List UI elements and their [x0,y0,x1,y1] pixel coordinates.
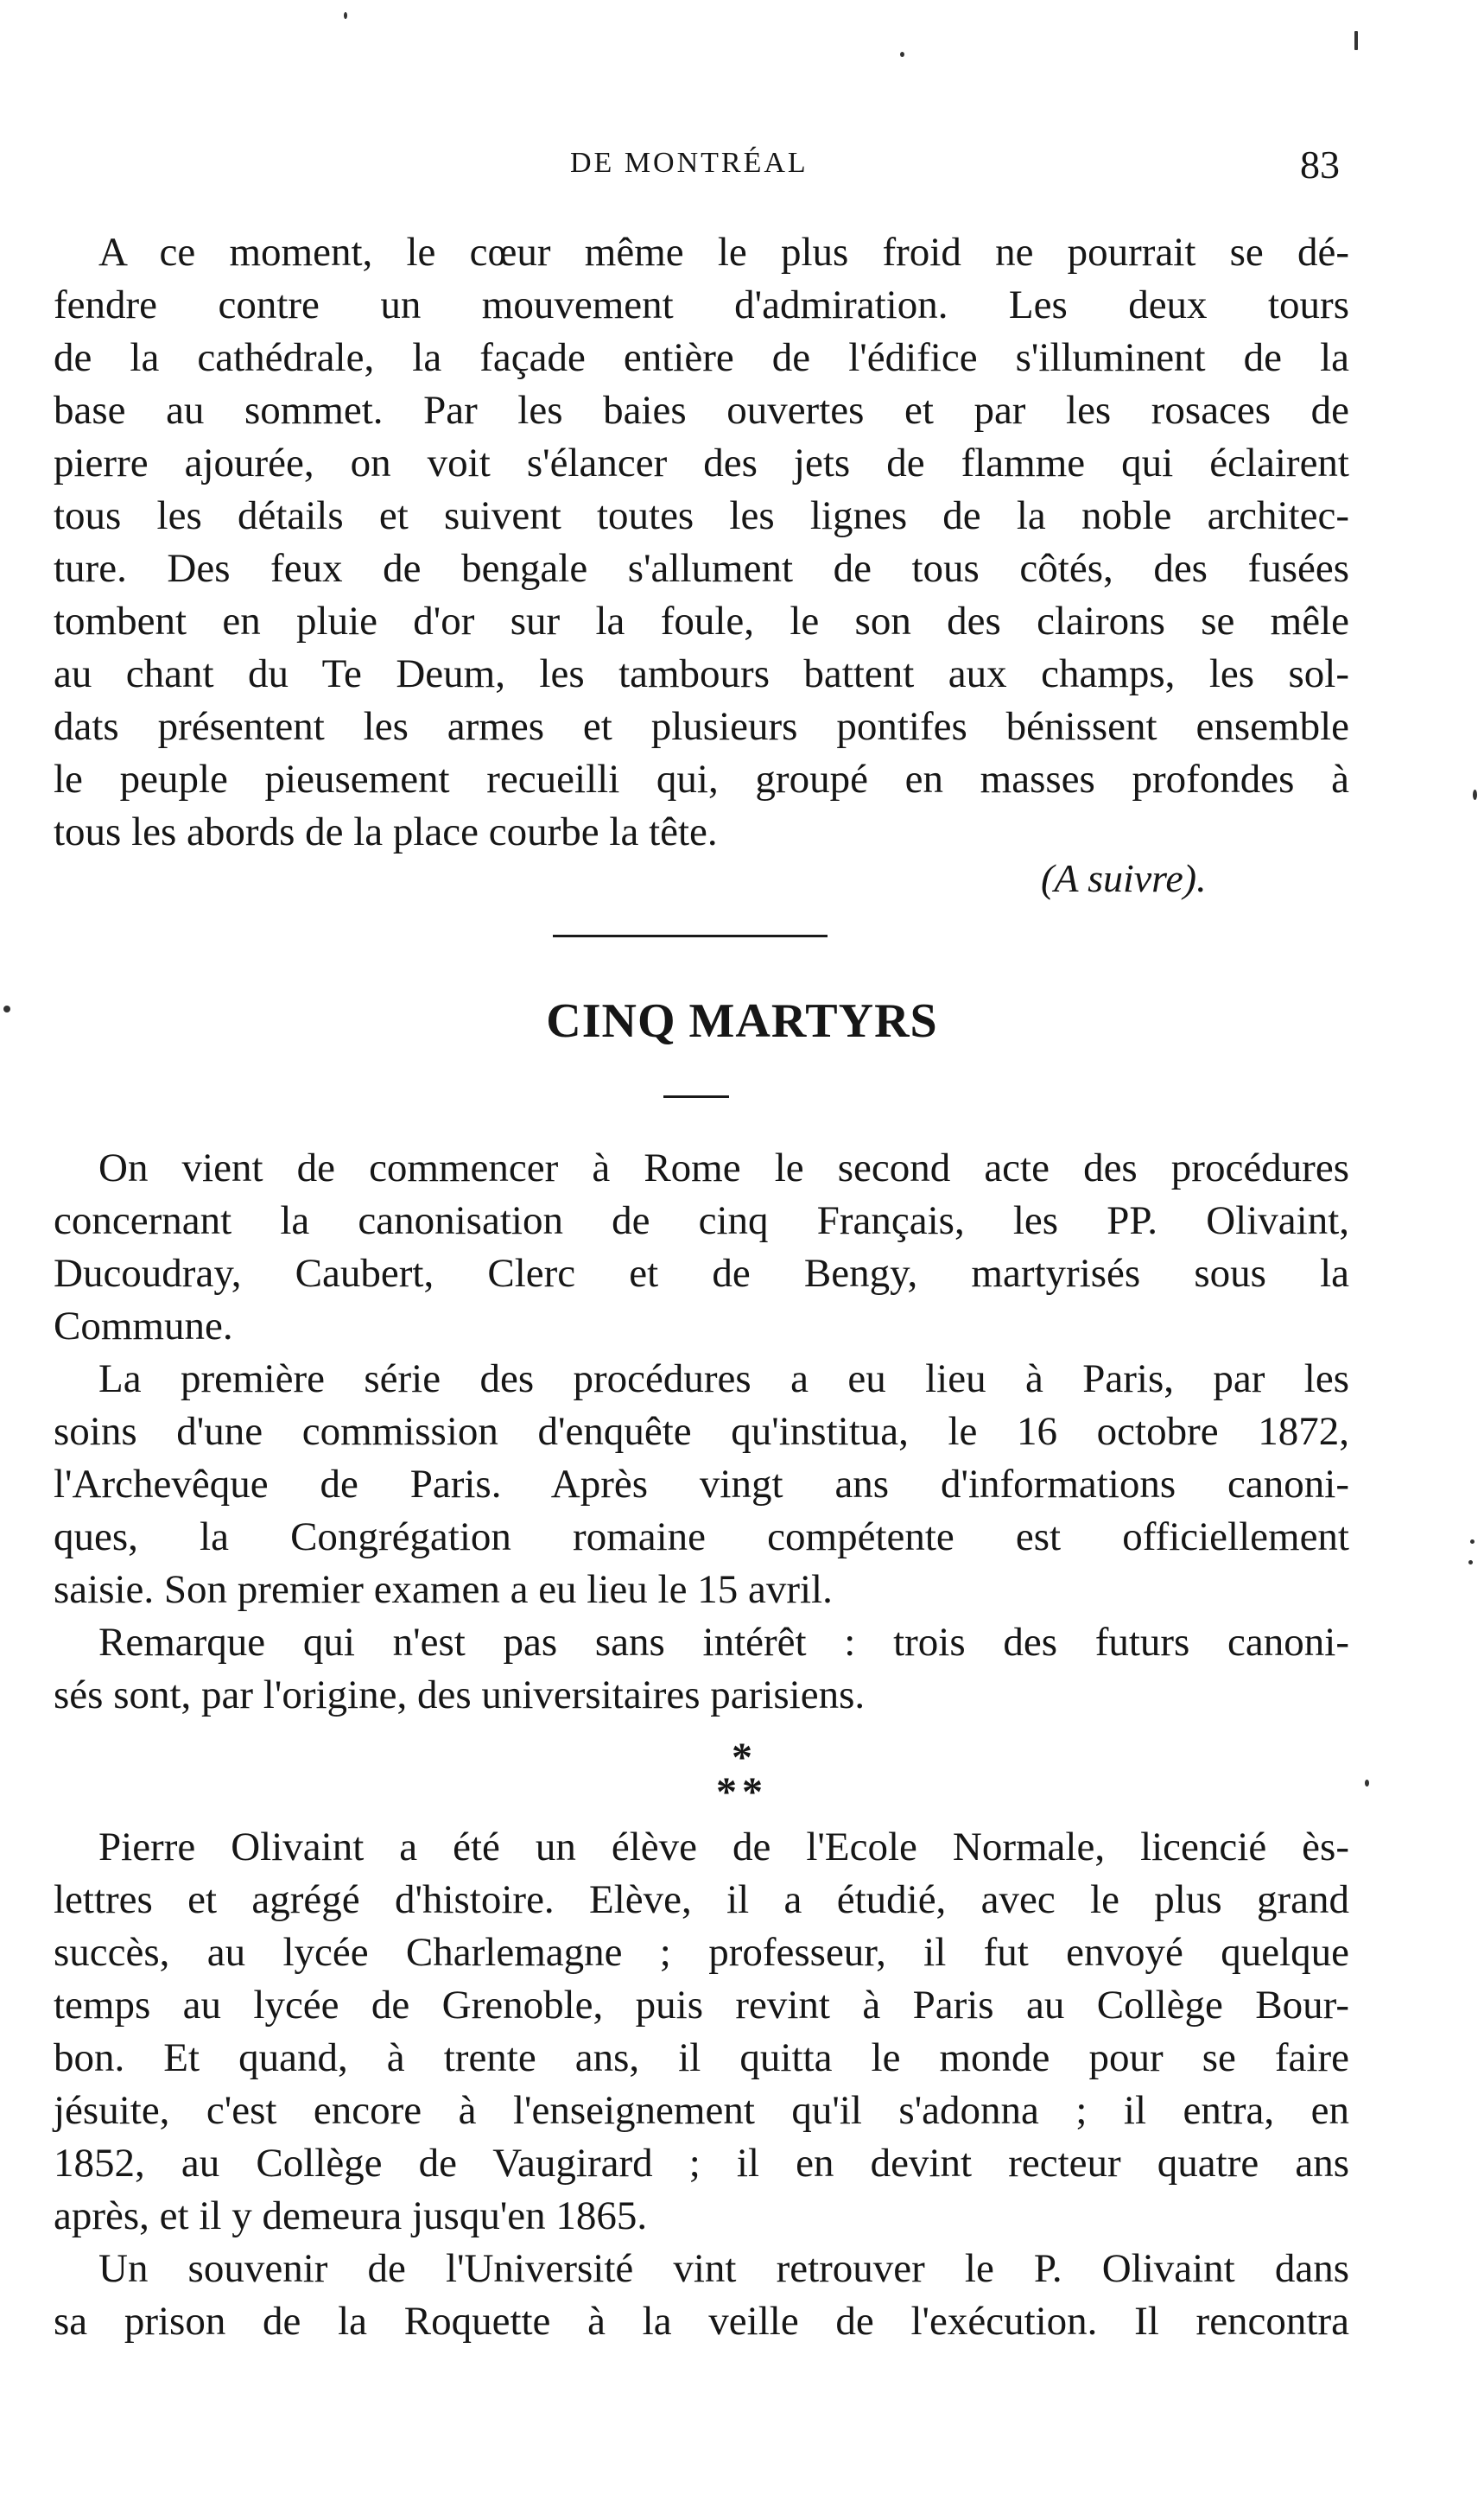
text-line: concernant la canonisation de cinq Français, les PP. Olivaint, [54,1198,1349,1243]
text-line: A ce moment, le cœur même le plus froid ne pourrait se dé- [98,230,1349,275]
text-line: après, et il y demeura jusqu'en 1865. [54,2193,648,2238]
to-be-continued-signature: (A suivre). [1041,856,1207,900]
text-line: au chant du Te Deum, les tambours battent aux champs, les sol- [54,651,1349,696]
scan-speck [1468,1560,1473,1564]
text-line: tous les détails et suivent toutes les lignes de la noble architec- [54,493,1349,538]
text-line: jésuite, c'est encore à l'enseignement qu'il s'adonna ; il entra, en [54,2088,1349,2133]
text-line: succès, au lycée Charlemagne ; professeur, il fut envoyé quelque [54,1930,1349,1975]
text-line: Un souvenir de l'Université vint retrouver le P. Olivaint dans [98,2246,1349,2291]
text-line: l'Archevêque de Paris. Après vingt ans d'informations canoni- [54,1462,1349,1507]
article-body-second [54,1821,1349,2348]
scan-speck [1473,790,1477,800]
text-line: Pierre Olivaint a été un élève de l'Ecole Normale, licencié ès- [98,1825,1349,1869]
text-line: Ducoudray, Caubert, Clerc et de Bengy, martyrisés sous la [54,1251,1349,1296]
scan-speck [344,12,347,19]
text-line: temps au lycée de Grenoble, puis revint à Paris au Collège Bour- [54,1983,1349,2028]
scan-speck [1354,31,1358,50]
text-line: 1852, au Collège de Vaugirard ; il en devint recteur quatre ans [54,2141,1349,2186]
text-line: sés sont, par l'origine, des universitaires parisiens. [54,1672,866,1717]
text-line: ques, la Congrégation romaine compétente est officiellement [54,1514,1349,1559]
title-underline-rule [663,1095,729,1098]
text-line: On vient de commencer à Rome le second acte des procédures [98,1146,1349,1190]
asterism-bottom: ** [716,1769,768,1815]
text-line: Remarque qui n'est pas sans intérêt : trois des futurs canoni- [98,1620,1349,1665]
running-title: DE MONTRÉAL [570,147,809,179]
text-line: soins d'une commission d'enquête qu'institua, le 16 octobre 1872, [54,1409,1349,1454]
text-line: saisie. Son premier examen a eu lieu le 15 avril. [54,1567,833,1612]
page-number: 83 [1300,143,1340,187]
text-line: La première série des procédures a eu lieu à Paris, par les [98,1356,1349,1401]
text-line: sa prison de la Roquette à la veille de l'exécution. Il rencontra [54,2299,1349,2344]
text-line: base au sommet. Par les baies ouvertes et par les rosaces de [54,388,1349,433]
text-line: de la cathédrale, la façade entière de l'édifice s'illuminent de la [54,335,1349,380]
text-line: dats présentent les armes et plusieurs pontifes bénissent ensemble [54,704,1349,749]
article-title: CINQ MARTYRS [546,994,938,1048]
text-line: Commune. [54,1304,233,1349]
scan-speck [3,1006,10,1012]
asterism-top: * [732,1735,752,1780]
page-header [0,143,1484,199]
text-line: tombent en pluie d'or sur la foule, le son des clairons se mêle [54,599,1349,644]
text-line: pierre ajourée, on voit s'élancer des jets de flamme qui éclairent [54,441,1349,486]
scan-speck [1470,1539,1474,1544]
text-line: fendre contre un mouvement d'admiration. Les deux tours [54,282,1349,327]
scan-speck [900,52,904,57]
text-line: lettres et agrégé d'histoire. Elève, il a étudié, avec le plus grand [54,1877,1349,1922]
text-line: tous les abords de la place courbe la tête. [54,809,718,854]
text-line: bon. Et quand, à trente ans, il quitta le monde pour se faire [54,2035,1349,2080]
text-line: le peuple pieusement recueilli qui, groupé en masses profondes à [54,757,1349,802]
section-divider-rule [553,935,828,937]
chapter-end-paragraph [54,226,1349,859]
article-body-first [54,1142,1349,1722]
asterism-separator [0,1735,1484,1815]
text-line: ture. Des feux de bengale s'allument de tous côtés, des fusées [54,546,1349,591]
scan-speck [1365,1780,1369,1787]
